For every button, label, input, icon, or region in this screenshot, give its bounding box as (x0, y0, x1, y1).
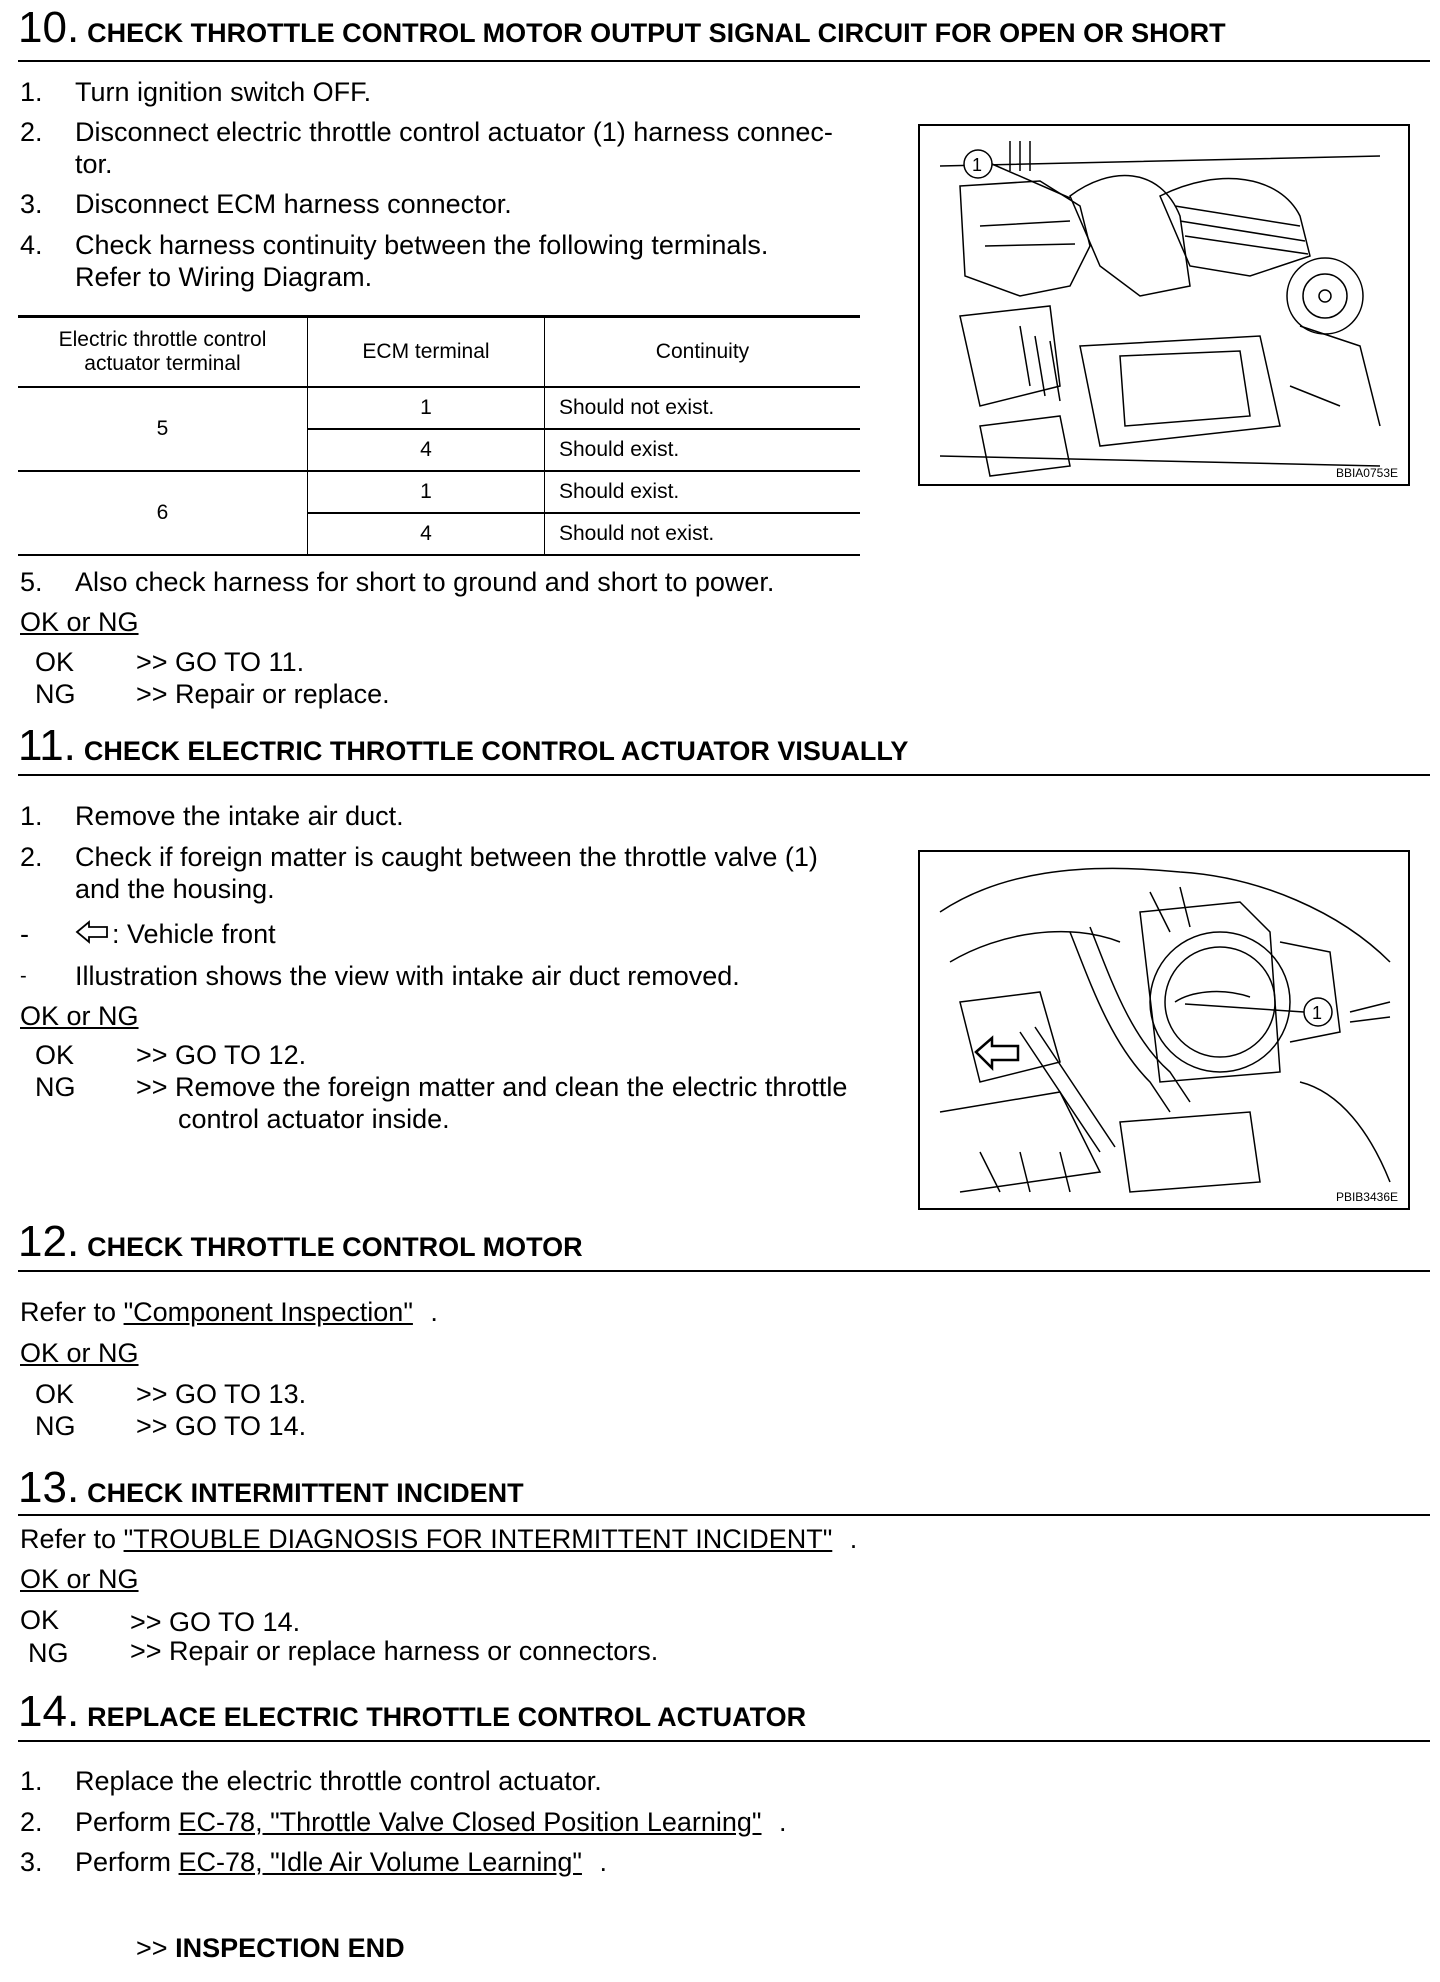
ng-action: >> Repair or replace. (136, 679, 390, 709)
ok-ng-label: OK or NG (20, 1564, 139, 1594)
refer-tail: . (849, 1524, 858, 1554)
refer-tail: . (430, 1297, 438, 1327)
step-text-cont: Refer to Wiring Diagram. (75, 262, 373, 292)
throttle-body-illustration-figure (918, 850, 1410, 1210)
note-dash: - (20, 919, 29, 949)
table-cell: Should exist. (545, 429, 861, 471)
step-number: 1. (20, 801, 43, 831)
refer-line (20, 1523, 857, 1555)
throttle-body-drawing (920, 852, 1408, 1208)
section-number: 12. (18, 1217, 80, 1266)
table-cell: 4 (308, 513, 545, 555)
section-title: CHECK INTERMITTENT INCIDENT (87, 1478, 524, 1508)
section-title: CHECK ELECTRIC THROTTLE CONTROL ACTUATOR VISUALLY (83, 736, 909, 766)
ng-label: NG (35, 679, 76, 709)
ok-label: OK (35, 1379, 75, 1409)
ok-label: OK (35, 647, 75, 677)
step-tail: . (599, 1847, 607, 1877)
component-inspection-link[interactable]: "Component Inspection" (123, 1297, 413, 1327)
ok-ng-label: OK or NG (20, 607, 139, 637)
vehicle-front-arrow-icon (976, 1038, 1018, 1068)
step-number: 4. (20, 230, 43, 260)
figure-id: PBIB3436E (1335, 1190, 1398, 1204)
section-title: REPLACE ELECTRIC THROTTLE CONTROL ACTUATOR (87, 1702, 807, 1732)
perform-text: Perform (75, 1807, 172, 1837)
step-number: 3. (20, 1847, 43, 1877)
table-header: Continuity (545, 317, 861, 388)
step-number: 1. (20, 77, 43, 107)
table-header: Electric throttle control actuator terminal (18, 317, 308, 388)
continuity-table (18, 315, 860, 556)
ok-ng-label: OK or NG (20, 1338, 139, 1368)
note-text: : Vehicle front (112, 919, 276, 949)
end-arrow: >> (136, 1933, 168, 1963)
table-header: ECM terminal (308, 317, 545, 388)
ok-action: >> GO TO 13. (136, 1379, 307, 1409)
note-dash: - (20, 965, 27, 987)
step-number: 2. (20, 842, 43, 872)
section-number: 11. (18, 721, 76, 770)
table-cell: 5 (18, 387, 308, 471)
intermittent-incident-link[interactable]: "TROUBLE DIAGNOSIS FOR INTERMITTENT INCIDENT" (123, 1524, 833, 1554)
note-text: Illustration shows the view with intake air duct removed. (75, 961, 740, 991)
ng-action: >> Remove the foreign matter and clean the electric throttle (136, 1072, 848, 1102)
refer-text: Refer to (20, 1297, 117, 1327)
idle-air-volume-learning-link[interactable]: EC-78, "Idle Air Volume Learning" (178, 1847, 582, 1877)
ng-label: NG (35, 1072, 76, 1102)
table-cell: 6 (18, 471, 308, 555)
step-text-cont: tor. (75, 149, 113, 179)
table-cell: Should not exist. (545, 513, 861, 555)
perform-text: Perform (75, 1847, 172, 1877)
section-13-header (18, 1463, 1430, 1516)
section-12-header (18, 1217, 1430, 1272)
section-10-header (18, 3, 1430, 62)
refer-text: Refer to (20, 1524, 117, 1554)
step-number: 3. (20, 189, 43, 219)
table-cell: 1 (308, 387, 545, 429)
step-text: Also check harness for short to ground and short to power. (75, 567, 775, 597)
section-number: 14. (18, 1687, 80, 1736)
ok-action: >> GO TO 14. (130, 1607, 301, 1637)
section-number: 10. (18, 3, 80, 52)
callout-number: 1 (1312, 1003, 1323, 1023)
step-tail: . (779, 1807, 787, 1837)
figure-id: BBIA0753E (1335, 466, 1398, 480)
ng-action: >> Repair or replace harness or connectors. (130, 1636, 659, 1666)
step-text: Disconnect ECM harness connector. (75, 189, 512, 219)
ng-label: NG (28, 1638, 69, 1668)
engine-illustration-figure (918, 124, 1410, 486)
throttle-valve-learning-link[interactable]: EC-78, "Throttle Valve Closed Position Learning" (178, 1807, 762, 1837)
section-title: CHECK THROTTLE CONTROL MOTOR (87, 1232, 583, 1262)
ng-action-cont: control actuator inside. (178, 1104, 450, 1134)
ok-ng-label: OK or NG (20, 1001, 139, 1031)
table-cell: Should exist. (545, 471, 861, 513)
vehicle-front-arrow-icon (75, 920, 109, 949)
table-cell: Should not exist. (545, 387, 861, 429)
section-title: CHECK THROTTLE CONTROL MOTOR OUTPUT SIGNAL CIRCUIT FOR OPEN OR SHORT (87, 18, 1226, 48)
step-text: Check if foreign matter is caught between the throttle valve (1) (75, 842, 818, 872)
step-text: Check harness continuity between the following terminals. (75, 230, 769, 260)
step-text: Replace the electric throttle control actuator. (75, 1766, 602, 1796)
ok-label: OK (35, 1040, 75, 1070)
section-14-header (18, 1687, 1430, 1742)
step-text: Remove the intake air duct. (75, 801, 404, 831)
callout-number: 1 (972, 155, 983, 175)
refer-line (20, 1296, 438, 1328)
table-header-row (18, 317, 860, 388)
inspection-end (136, 1932, 405, 1964)
step-number: 2. (20, 1807, 43, 1837)
ng-label: NG (35, 1411, 76, 1441)
step-number: 5. (20, 567, 43, 597)
step-text: Turn ignition switch OFF. (75, 77, 372, 107)
table-cell: 4 (308, 429, 545, 471)
table-row (18, 471, 860, 513)
step-number: 1. (20, 1766, 43, 1796)
ok-action: >> GO TO 11. (136, 647, 305, 677)
ng-action: >> GO TO 14. (136, 1411, 307, 1441)
inspection-end-text: INSPECTION END (175, 1933, 405, 1963)
step-text (75, 1806, 787, 1838)
section-number: 13. (18, 1463, 80, 1512)
ok-action: >> GO TO 12. (136, 1040, 307, 1070)
engine-bay-drawing (920, 126, 1408, 484)
ok-label: OK (20, 1605, 60, 1635)
step-number: 2. (20, 117, 43, 147)
table-cell: 1 (308, 471, 545, 513)
table-row (18, 387, 860, 429)
step-text: Disconnect electric throttle control actuator (1) harness connec- (75, 117, 833, 147)
step-text-cont: and the housing. (75, 874, 275, 904)
step-text (75, 1846, 607, 1878)
section-11-header (18, 721, 1430, 776)
